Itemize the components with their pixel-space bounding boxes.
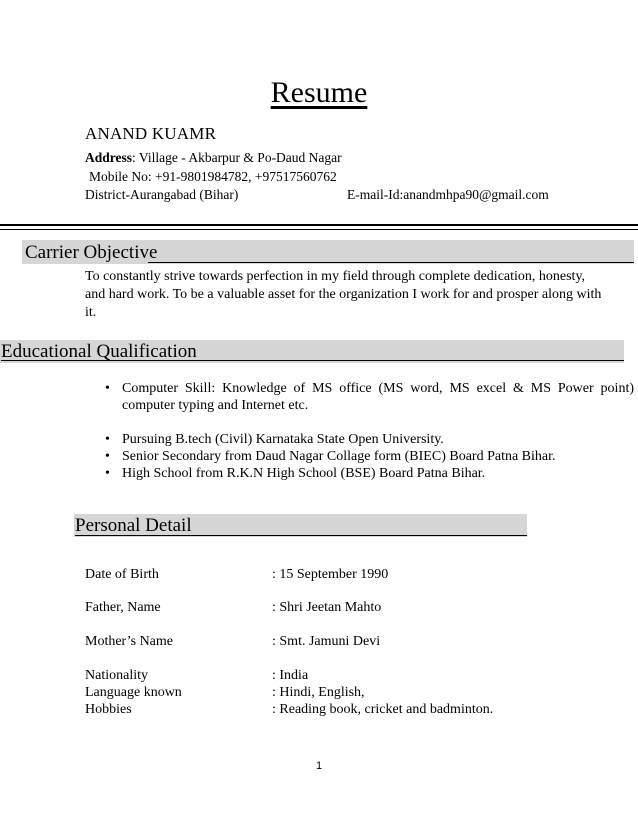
objective-heading: Carrier Objective xyxy=(25,242,158,263)
education-list-2 xyxy=(84,431,570,482)
page-number: 1 xyxy=(315,760,323,772)
father-name-value: : Shri Jeetan Mahto xyxy=(272,600,382,615)
nationality-value: : India xyxy=(272,668,309,683)
header-rule-thin xyxy=(0,229,638,230)
education-list-1 xyxy=(84,380,634,414)
father-name-label: Father, Name xyxy=(85,600,161,615)
mother-name-label: Mother’s Name xyxy=(85,634,173,649)
candidate-name: ANAND KUAMR xyxy=(85,124,217,143)
objective-heading-underline xyxy=(148,262,634,263)
address-label: Address xyxy=(85,150,133,165)
email-line: E-mail-Id:anandmhpa90@gmail.com xyxy=(347,187,549,202)
objective-text: To constantly strive towards perfection in my field through complete dedication, honesty, and hard work. To be a valuable asset for the organization I work for and prosper along with it. xyxy=(85,269,602,320)
education-item: • Pursuing B.tech (Civil) Karnataka State Open University. xyxy=(105,432,444,447)
resume-title: Resume xyxy=(270,76,368,109)
personal-heading: Personal Detail xyxy=(75,515,192,536)
education-heading-underline xyxy=(1,360,624,361)
bullet-icon: • xyxy=(105,466,110,481)
bullet-icon: • xyxy=(105,449,110,464)
personal-heading-underline xyxy=(75,535,527,536)
education-item: • High School from R.K.N High School (BSE) Board Patna Bihar. xyxy=(105,466,486,481)
dob-value: : 15 September 1990 xyxy=(272,567,389,582)
language-value: : Hindi, English, xyxy=(272,685,365,700)
dob-label: Date of Birth xyxy=(85,567,159,582)
education-item: • Computer Skill: Knowledge of MS office (MS word, MS excel & MS Power point) computer typing and Internet etc. xyxy=(105,381,634,413)
header-rule-thick xyxy=(0,224,638,226)
nationality-label: Nationality xyxy=(85,668,148,683)
mobile-line: Mobile No: +91-9801984782, +97517560762 xyxy=(89,169,337,184)
address-value: : Village - Akbarpur & Po-Daud Nagar xyxy=(132,150,342,165)
address-line xyxy=(85,150,342,166)
education-item: • Senior Secondary from Daud Nagar Collage form (BIEC) Board Patna Bihar. xyxy=(105,449,556,464)
bullet-icon: • xyxy=(105,381,110,396)
district-line: District-Aurangabad (Bihar) xyxy=(85,187,239,202)
bullet-icon: • xyxy=(105,432,110,447)
mother-name-value: : Smt. Jamuni Devi xyxy=(272,634,381,649)
hobbies-value: : Reading book, cricket and badminton. xyxy=(272,702,494,717)
language-label: Language known xyxy=(85,685,182,700)
hobbies-label: Hobbies xyxy=(85,702,132,717)
education-heading: Educational Qualification xyxy=(1,341,197,362)
